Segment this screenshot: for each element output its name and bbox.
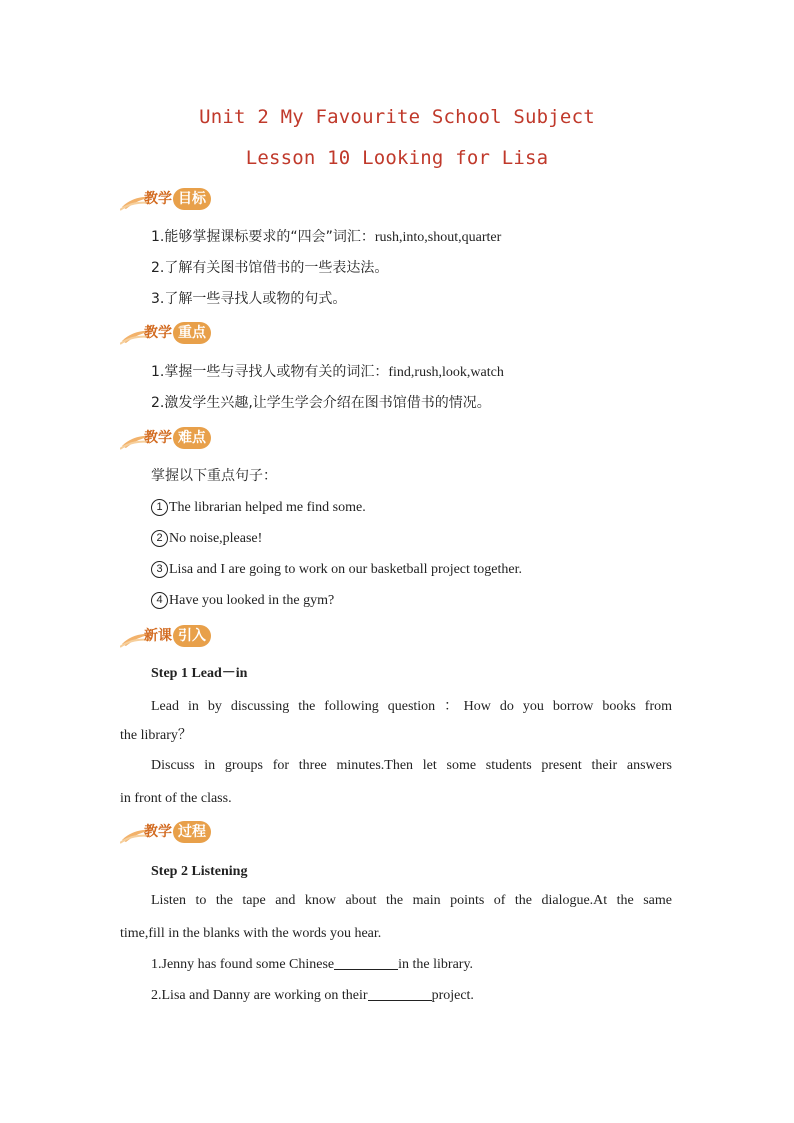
section-heading-difficulties (120, 426, 270, 452)
key-point-item (151, 362, 504, 383)
objective-item (151, 227, 501, 248)
step1-paragraph2-line2: in front of the class. (120, 791, 232, 806)
step1-paragraph1-line1: Lead in by discussing the following question ：How do you borrow books from (151, 699, 672, 714)
circled-number: 2 (151, 530, 168, 547)
objective-item (151, 289, 346, 310)
section-heading-part-b: 难点 (173, 427, 211, 449)
objective-text: 3.了解一些寻找人或物的句式。 (151, 291, 347, 307)
question-text-before: 2.Lisa and Danny are working on their (151, 988, 368, 1003)
section-heading-part-a: 教学 (144, 430, 172, 446)
step1-paragraph1-line2: the library？ (120, 728, 192, 743)
step2-paragraph-line1: Listen to the tape and know about the main points of the dialogue.At the same (151, 893, 672, 908)
section-heading-part-b: 重点 (173, 322, 211, 344)
section-heading-part-a: 新课 (144, 628, 172, 644)
key-sentence (151, 591, 334, 611)
key-sentence-text: Lisa and I are going to work on our basketball project together. (169, 562, 523, 577)
section-heading-key-points (120, 321, 270, 347)
section-heading-objectives (120, 187, 270, 213)
key-sentence (151, 529, 262, 549)
step1-title: Step 1 Lead－in (151, 666, 248, 681)
answer-blank[interactable] (334, 955, 398, 970)
section-heading-intro (120, 624, 270, 650)
section-heading-part-a: 教学 (144, 325, 172, 341)
circled-number: 1 (151, 499, 168, 516)
difficulties-intro (151, 466, 277, 487)
key-sentence-text: Have you looked in the gym? (169, 593, 335, 608)
key-point-words: find,rush,look,watch (388, 365, 504, 380)
circled-number: 4 (151, 592, 168, 609)
section-heading-part-a: 教学 (144, 824, 172, 840)
section-heading-part-b: 目标 (173, 188, 211, 210)
step2-paragraph-line2: time,fill in the blanks with the words you hear. (120, 926, 382, 941)
page-subtitle: Lesson 10 Looking for Lisa (245, 147, 549, 169)
question-text-before: 1.Jenny has found some Chinese (151, 957, 335, 972)
key-sentence-text: No noise,please! (169, 531, 263, 546)
difficulties-intro-text: 掌握以下重点句子： (151, 468, 277, 484)
key-sentence-text: The librarian helped me find some. (169, 500, 366, 515)
answer-blank[interactable] (368, 986, 432, 1001)
question-text-after: project. (431, 988, 474, 1003)
objective-item (151, 258, 388, 279)
question-text-after: in the library. (398, 957, 474, 972)
circled-number: 3 (151, 561, 168, 578)
section-heading-process (120, 820, 270, 846)
section-heading-part-b: 过程 (173, 821, 211, 843)
fill-blank-question (151, 986, 474, 1006)
page-title: Unit 2 My Favourite School Subject (199, 106, 595, 128)
objective-words: rush,into,shout,quarter (374, 230, 502, 245)
key-sentence (151, 498, 366, 518)
step2-title: Step 2 Listening (151, 864, 248, 879)
fill-blank-question (151, 955, 473, 975)
objective-text: 2.了解有关图书馆借书的一些表达法。 (151, 260, 389, 276)
objective-text: 1.能够掌握课标要求的“四会”词汇： (151, 229, 375, 245)
section-heading-part-a: 教学 (144, 191, 172, 207)
key-point-text: 1.掌握一些与寻找人或物有关的词汇： (151, 364, 389, 380)
step1-paragraph2-line1: Discuss in groups for three minutes.Then let some students present their answers (151, 758, 672, 773)
key-point-item (151, 393, 491, 414)
key-sentence (151, 560, 522, 580)
section-heading-part-b: 引入 (173, 625, 211, 647)
key-point-text: 2.激发学生兴趣,让学生学会介绍在图书馆借书的情况。 (151, 395, 491, 411)
